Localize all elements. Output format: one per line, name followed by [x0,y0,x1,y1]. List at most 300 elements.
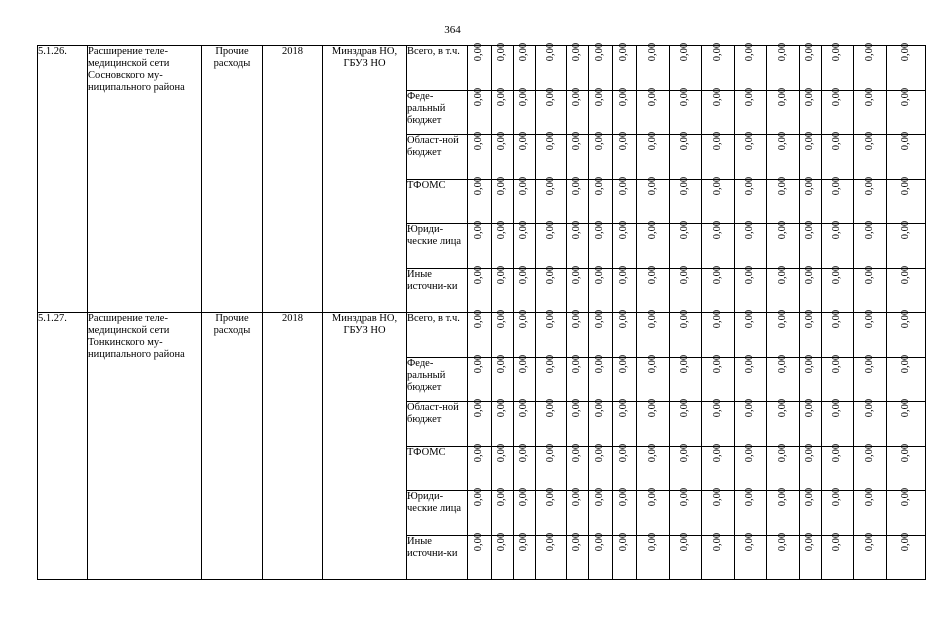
amount-value: 0,00 [545,443,556,462]
amount-value: 0,00 [679,487,691,507]
amount-value: 0,00 [804,265,816,284]
amount-cell [589,487,613,536]
amount-cell [468,87,492,135]
amount-cell [637,398,670,447]
amount-cell [468,131,492,180]
amount-cell [514,220,536,269]
funding-source-label: Иные источни-ки [407,268,468,313]
amount-value: 0,00 [712,354,723,373]
amount-value: 0,00 [864,131,875,151]
amount-cell [800,354,822,402]
amount-value: 0,00 [571,354,583,373]
amount-cell [767,131,800,180]
amount-value: 0,00 [804,354,816,373]
amount-value: 0,00 [744,309,756,329]
amount-cell [492,487,514,536]
amount-cell [822,398,854,447]
amount-value: 0,00 [679,87,691,106]
amount-cell [702,487,735,536]
amount-value: 0,00 [864,176,875,195]
amount-cell [514,487,536,536]
amount-value: 0,00 [831,398,843,418]
amount-value: 0,00 [518,220,530,240]
item-year: 2018 [263,46,323,313]
amount-value: 0,00 [804,176,816,195]
amount-value: 0,00 [571,131,583,151]
amount-cell [854,42,887,91]
amount-value: 0,00 [473,398,485,418]
amount-value: 0,00 [496,309,508,329]
amount-cell [637,42,670,91]
amount-cell [767,220,800,269]
amount-cell [854,265,887,313]
amount-cell [589,42,613,91]
amount-value: 0,00 [594,87,606,106]
amount-value: 0,00 [647,265,658,284]
amount-cell [854,176,887,224]
amount-cell [702,354,735,402]
amount-value: 0,00 [831,42,843,62]
item-number: 5.1.26. [38,46,88,313]
amount-value: 0,00 [679,176,691,195]
amount-cell [800,87,822,135]
amount-value: 0,00 [571,532,583,551]
amount-cell [613,354,637,402]
amount-value: 0,00 [679,220,691,240]
amount-cell [854,131,887,180]
amount-cell [767,265,800,313]
amount-cell [589,176,613,224]
amount-cell [800,131,822,180]
amount-cell [767,176,800,224]
amount-cell [854,532,887,580]
amount-value: 0,00 [618,220,630,240]
amount-value: 0,00 [647,42,658,62]
amount-value: 0,00 [496,176,508,195]
amount-cell [468,398,492,447]
amount-value: 0,00 [545,532,556,551]
amount-value: 0,00 [518,42,530,62]
amount-cell [767,87,800,135]
amount-cell [735,42,767,91]
amount-cell [637,354,670,402]
amount-value: 0,00 [777,354,788,373]
amount-cell [670,131,702,180]
amount-value: 0,00 [594,42,606,62]
amount-cell [514,265,536,313]
amount-cell [536,131,567,180]
amount-value: 0,00 [545,131,556,151]
amount-cell [613,42,637,91]
amount-value: 0,00 [679,354,691,373]
amount-value: 0,00 [900,42,911,62]
amount-value: 0,00 [777,265,788,284]
amount-value: 0,00 [518,398,530,418]
amount-value: 0,00 [900,532,911,551]
amount-value: 0,00 [618,487,630,507]
amount-cell [589,398,613,447]
amount-value: 0,00 [496,398,508,418]
amount-cell [767,443,800,491]
amount-value: 0,00 [777,487,788,507]
amount-value: 0,00 [647,398,658,418]
amount-value: 0,00 [744,220,756,240]
amount-value: 0,00 [473,532,485,551]
amount-value: 0,00 [831,131,843,151]
amount-cell [670,42,702,91]
amount-value: 0,00 [831,354,843,373]
amount-value: 0,00 [594,265,606,284]
amount-value: 0,00 [864,487,875,507]
amount-value: 0,00 [594,487,606,507]
amount-cell [514,398,536,447]
amount-cell [670,532,702,580]
amount-cell [887,176,926,224]
amount-cell [492,42,514,91]
amount-value: 0,00 [496,354,508,373]
amount-cell [767,42,800,91]
amount-value: 0,00 [518,532,530,551]
amount-value: 0,00 [618,443,630,462]
amount-cell [637,265,670,313]
amount-cell [613,131,637,180]
amount-cell [567,131,589,180]
amount-cell [637,487,670,536]
amount-value: 0,00 [777,131,788,151]
amount-value: 0,00 [712,87,723,106]
amount-value: 0,00 [518,354,530,373]
amount-value: 0,00 [900,220,911,240]
amount-value: 0,00 [712,42,723,62]
amount-cell [536,398,567,447]
amount-cell [613,220,637,269]
amount-value: 0,00 [571,443,583,462]
amount-cell [613,309,637,358]
amount-cell [637,443,670,491]
amount-cell [702,398,735,447]
amount-cell [567,265,589,313]
amount-cell [514,532,536,580]
funding-source-label: Област-ной бюджет [407,402,468,447]
amount-cell [702,42,735,91]
funding-source-label: Всего, в т.ч. [407,46,468,91]
amount-value: 0,00 [864,532,875,551]
amount-cell [514,87,536,135]
amount-cell [800,532,822,580]
amount-cell [567,176,589,224]
amount-cell [767,487,800,536]
amount-value: 0,00 [777,87,788,106]
amount-cell [670,354,702,402]
amount-cell [822,220,854,269]
amount-cell [822,42,854,91]
amount-cell [735,176,767,224]
amount-cell [468,532,492,580]
amount-cell [670,398,702,447]
amount-cell [822,309,854,358]
amount-value: 0,00 [473,487,485,507]
amount-cell [589,532,613,580]
amount-value: 0,00 [496,443,508,462]
amount-cell [492,443,514,491]
amount-cell [536,532,567,580]
amount-cell [536,309,567,358]
amount-value: 0,00 [545,354,556,373]
amount-value: 0,00 [473,443,485,462]
item-number: 5.1.27. [38,313,88,580]
funding-source-label: Област-ной бюджет [407,135,468,180]
amount-cell [670,87,702,135]
amount-cell [567,309,589,358]
amount-value: 0,00 [496,265,508,284]
amount-cell [800,176,822,224]
amount-value: 0,00 [496,131,508,151]
amount-cell [887,131,926,180]
amount-cell [536,265,567,313]
amount-value: 0,00 [679,265,691,284]
amount-value: 0,00 [594,131,606,151]
amount-cell [514,42,536,91]
amount-cell [670,443,702,491]
amount-value: 0,00 [496,220,508,240]
amount-value: 0,00 [473,42,485,62]
amount-cell [854,398,887,447]
item-executor: Минздрав НО, ГБУЗ НО [323,313,407,580]
amount-value: 0,00 [864,265,875,284]
amount-cell [613,398,637,447]
amount-value: 0,00 [518,487,530,507]
amount-value: 0,00 [679,309,691,329]
amount-cell [735,220,767,269]
amount-cell [492,131,514,180]
amount-cell [536,87,567,135]
item-executor: Минздрав НО, ГБУЗ НО [323,46,407,313]
amount-cell [613,87,637,135]
amount-value: 0,00 [545,487,556,507]
amount-cell [514,354,536,402]
amount-cell [536,443,567,491]
amount-value: 0,00 [712,309,723,329]
amount-cell [887,309,926,358]
amount-cell [887,354,926,402]
amount-value: 0,00 [571,398,583,418]
amount-value: 0,00 [518,265,530,284]
amount-value: 0,00 [496,487,508,507]
amount-cell [887,42,926,91]
amount-value: 0,00 [545,398,556,418]
amount-cell [735,354,767,402]
amount-cell [735,87,767,135]
amount-value: 0,00 [744,131,756,151]
amount-value: 0,00 [594,220,606,240]
amount-value: 0,00 [804,42,816,62]
funding-source-label: ТФОМС [407,179,468,224]
amount-value: 0,00 [831,220,843,240]
item-name: Расширение теле-медицинской сети Сосновского му-ниципального района [88,46,202,313]
amount-cell [492,176,514,224]
amount-value: 0,00 [864,87,875,106]
amount-cell [468,265,492,313]
amount-value: 0,00 [712,220,723,240]
amount-cell [567,354,589,402]
amount-cell [735,443,767,491]
amount-cell [854,443,887,491]
amount-value: 0,00 [647,176,658,195]
amount-value: 0,00 [647,532,658,551]
amount-value: 0,00 [571,487,583,507]
amount-value: 0,00 [647,354,658,373]
amount-cell [702,131,735,180]
amount-cell [567,87,589,135]
amount-value: 0,00 [647,220,658,240]
amount-cell [613,487,637,536]
amount-cell [468,220,492,269]
amount-value: 0,00 [712,443,723,462]
amount-cell [822,443,854,491]
amount-cell [670,309,702,358]
amount-cell [637,220,670,269]
amount-value: 0,00 [571,220,583,240]
amount-cell [702,265,735,313]
amount-value: 0,00 [744,176,756,195]
amount-cell [822,265,854,313]
amount-value: 0,00 [518,131,530,151]
amount-cell [800,398,822,447]
amount-value: 0,00 [618,532,630,551]
amount-value: 0,00 [864,309,875,329]
amount-cell [567,398,589,447]
amount-value: 0,00 [545,87,556,106]
amount-value: 0,00 [777,398,788,418]
amount-cell [800,309,822,358]
amount-value: 0,00 [804,398,816,418]
amount-value: 0,00 [594,176,606,195]
amount-value: 0,00 [777,443,788,462]
amount-value: 0,00 [777,176,788,195]
amount-value: 0,00 [831,532,843,551]
amount-cell [800,487,822,536]
amount-cell [822,354,854,402]
item-name: Расширение теле-медицинской сети Тонкинского му-ниципального района [88,313,202,580]
amount-value: 0,00 [712,532,723,551]
amount-cell [468,443,492,491]
amount-cell [492,309,514,358]
amount-cell [492,532,514,580]
amount-value: 0,00 [712,398,723,418]
amount-value: 0,00 [900,443,911,462]
amount-cell [567,487,589,536]
funding-source-label: Феде-ральный бюджет [407,90,468,135]
amount-value: 0,00 [571,309,583,329]
amount-value: 0,00 [744,354,756,373]
amount-cell [735,532,767,580]
amount-cell [702,532,735,580]
amount-value: 0,00 [647,443,658,462]
amount-value: 0,00 [831,443,843,462]
amount-value: 0,00 [545,265,556,284]
amount-cell [589,220,613,269]
amount-cell [822,87,854,135]
amount-cell [589,354,613,402]
amount-cell [637,131,670,180]
amount-cell [567,220,589,269]
amount-value: 0,00 [545,42,556,62]
amount-value: 0,00 [545,309,556,329]
amount-cell [567,42,589,91]
amount-cell [468,309,492,358]
amount-value: 0,00 [712,265,723,284]
amount-cell [822,131,854,180]
amount-value: 0,00 [864,398,875,418]
amount-value: 0,00 [804,87,816,106]
amount-value: 0,00 [571,42,583,62]
amount-value: 0,00 [679,532,691,551]
amount-cell [567,443,589,491]
amount-value: 0,00 [804,487,816,507]
amount-value: 0,00 [518,443,530,462]
amount-value: 0,00 [618,309,630,329]
amount-value: 0,00 [900,131,911,151]
amount-value: 0,00 [496,42,508,62]
amount-value: 0,00 [473,220,485,240]
amount-value: 0,00 [831,176,843,195]
amount-cell [613,443,637,491]
amount-cell [536,487,567,536]
funding-source-label: Юриди-ческие лица [407,491,468,536]
amount-value: 0,00 [594,532,606,551]
amount-value: 0,00 [679,443,691,462]
amount-cell [767,354,800,402]
amount-cell [589,265,613,313]
amount-cell [822,176,854,224]
amount-cell [492,220,514,269]
amount-value: 0,00 [712,487,723,507]
amount-cell [637,176,670,224]
amount-value: 0,00 [618,354,630,373]
amount-cell [702,309,735,358]
amount-cell [887,443,926,491]
amount-cell [536,220,567,269]
table-row [38,46,926,91]
amount-value: 0,00 [864,354,875,373]
amount-cell [536,42,567,91]
amount-cell [637,532,670,580]
amount-cell [589,443,613,491]
amount-cell [887,487,926,536]
amount-value: 0,00 [804,443,816,462]
amount-cell [735,487,767,536]
amount-value: 0,00 [594,398,606,418]
amount-cell [702,87,735,135]
amount-cell [854,87,887,135]
amount-value: 0,00 [679,42,691,62]
amount-cell [854,354,887,402]
amount-value: 0,00 [777,42,788,62]
amount-value: 0,00 [518,176,530,195]
amount-cell [670,176,702,224]
amount-value: 0,00 [777,309,788,329]
amount-value: 0,00 [473,309,485,329]
amount-cell [854,220,887,269]
amount-value: 0,00 [545,176,556,195]
amount-value: 0,00 [679,131,691,151]
amount-cell [536,354,567,402]
amount-value: 0,00 [712,131,723,151]
amount-value: 0,00 [473,265,485,284]
funding-table [37,42,926,580]
amount-cell [735,398,767,447]
amount-cell [887,87,926,135]
